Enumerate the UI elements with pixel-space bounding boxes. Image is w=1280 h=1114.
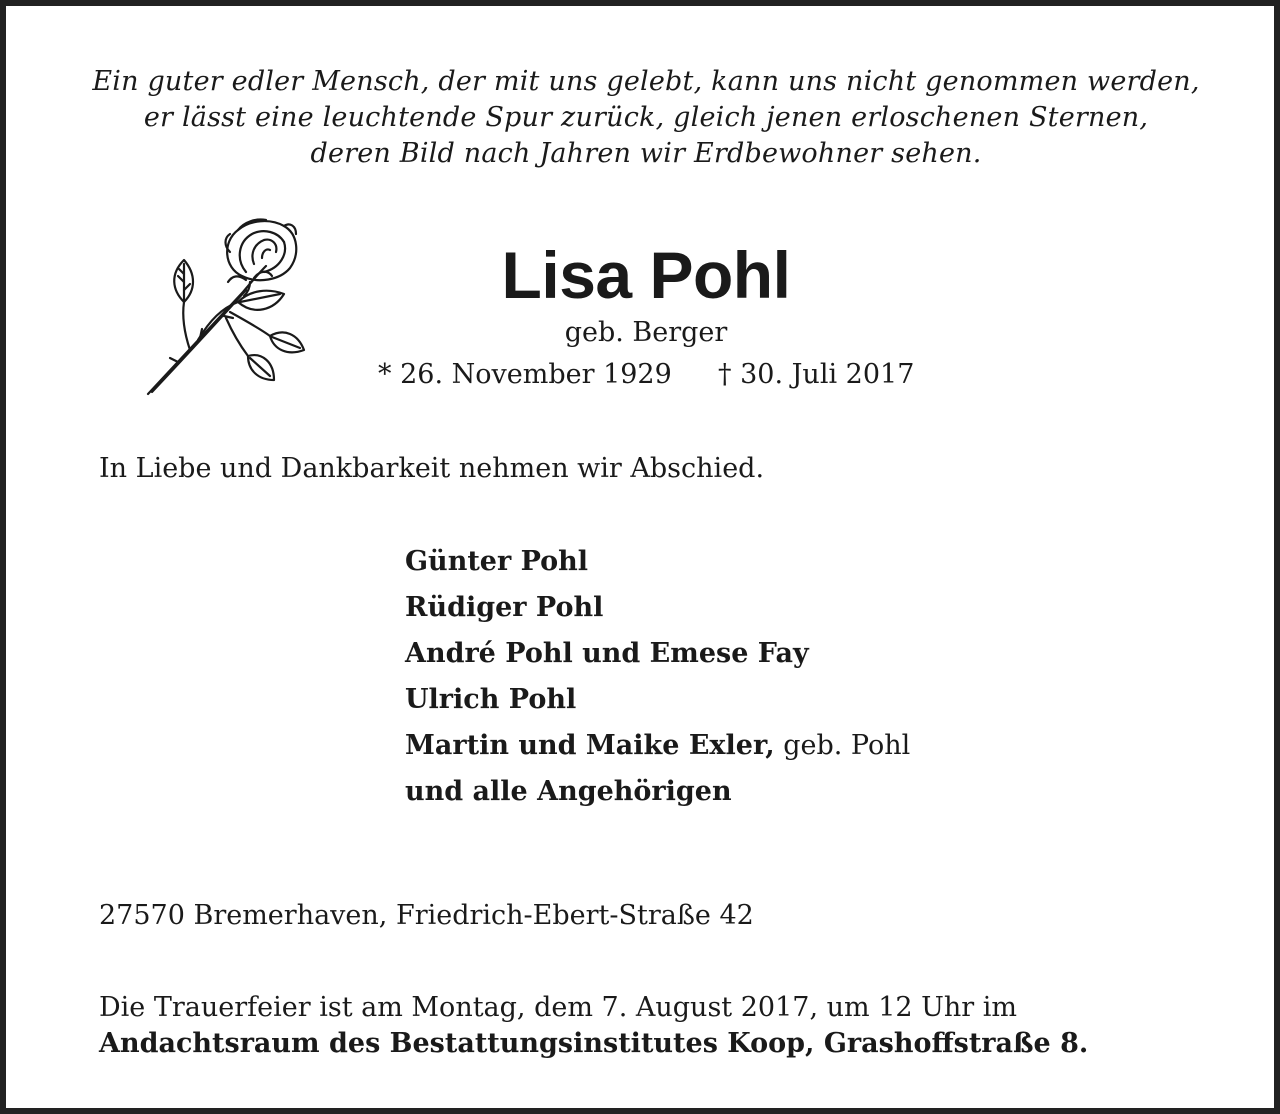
mourner-name: Martin und Maike Exler, (405, 730, 775, 761)
mourners-list (405, 544, 910, 820)
maiden-name: geb. Berger (564, 317, 728, 348)
service-date-line: Die Trauerfeier ist am Montag, dem 7. August 2017, um 12 Uhr im (99, 992, 1017, 1023)
mourner-name: Rüdiger Pohl (405, 592, 604, 623)
mourner-item (405, 636, 910, 682)
service-location-line: Andachtsraum des Bestattungsinstitutes Koop, Grashoffstraße 8. (99, 1028, 1089, 1059)
mourner-item (405, 774, 910, 820)
mourner-name: Günter Pohl (405, 546, 589, 577)
mourner-name: und alle Angehörigen (405, 776, 732, 807)
mourner-item (405, 682, 910, 728)
funeral-service-info (99, 990, 1088, 1062)
mourner-item (405, 590, 910, 636)
mourner-item (405, 544, 910, 590)
family-address: 27570 Bremerhaven, Friedrich-Ebert-Straße 42 (99, 900, 754, 931)
deceased-name: Lisa Pohl (501, 238, 791, 312)
farewell-text: In Liebe und Dankbarkeit nehmen wir Abschied. (99, 453, 765, 484)
quote-line-3: deren Bild nach Jahren wir Erdbewohner sehen. (310, 138, 982, 169)
quote-line-2: er lässt eine leuchtende Spur zurück, gleich jenen erloschenen Sternen, (143, 102, 1149, 133)
mourner-maiden-note: geb. Pohl (774, 730, 911, 761)
death-date: † 30. Juli 2017 (718, 359, 915, 390)
birth-date: * 26. November 1929 (378, 359, 672, 390)
quote-line-1: Ein guter edler Mensch, der mit uns gelebt, kann uns nicht genommen werden, (92, 66, 1200, 97)
memorial-quote (6, 64, 1280, 172)
mourner-item (405, 728, 910, 774)
mourner-name: Ulrich Pohl (405, 684, 577, 715)
mourner-name: André Pohl und Emese Fay (405, 638, 809, 669)
